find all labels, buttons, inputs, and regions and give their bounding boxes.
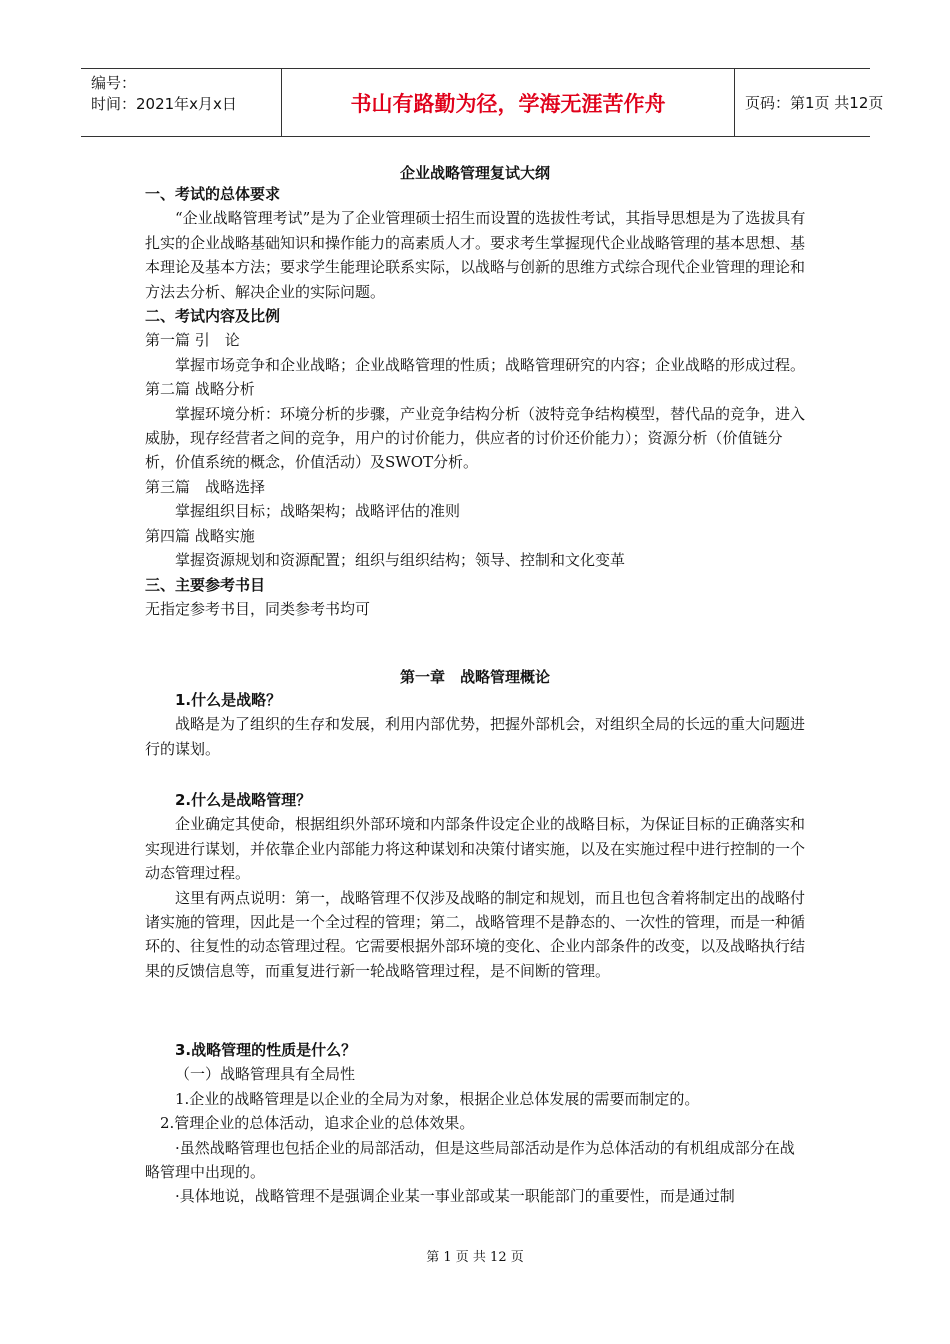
question-3-bullet-2: ·具体地说，战略管理不是强调企业某一事业部或某一职能部门的重要性，而是通过制 [175,1187,735,1206]
time-label: 时间：2021年x月x日 [91,95,237,113]
question-3-subheading: （一）战略管理具有全局性 [175,1065,356,1084]
section-1-paragraph: “企业战略管理考试”是为了企业管理硕士招生而设置的选拔性考试，其指导思想是为了选拔具有扎实的企业战略基础知识和操作能力的高素质人才。要求考生掌握现代企业战略管理的基本思想、基本理论及基本方法；要求学生能理论联系实际，以战略与创新的思维方式综合现代企业管理的理论和方法去分析、解决企业的实际问题。 [145,209,806,301]
chapter-title: 第一章 战略管理概论 [399,668,550,686]
question-3 [145,1038,807,1209]
page-header [81,68,884,137]
part-3-text: 掌握组织目标；战略架构；战略评估的准则 [175,502,461,521]
question-1-heading: 1.什么是战略？ [175,691,282,709]
part-3-title: 第三篇 战略选择 [145,477,266,496]
header-meta [81,69,281,136]
question-2-answer-1: 企业确定其使命，根据组织外部环境和内部条件设定企业的战略目标，为保证目标的正确落实和实现进行谋划，并依靠企业内部能力将这种谋划和决策付诸实施，以及在实施过程中进行控制的一个动态管理过程。 [145,815,806,883]
question-2-answer-2: 这里有两点说明：第一，战略管理不仅涉及战略的制定和规划，而且也包含着将制定出的战略付诸实施的管理，因此是一个全过程的管理；第二，战略管理不是静态的、一次性的管理，而是一种循环的、往复性的动态管理过程。它需要根据外部环境的变化、企业内部条件的改变，以及战略执行结果的反馈信息等，而重复进行新一轮战略管理过程，是不间断的管理。 [145,888,806,980]
section-1 [145,182,807,621]
section-2-heading: 二、考试内容及比例 [145,307,281,326]
question-3-heading: 3.战略管理的性质是什么？ [175,1041,357,1059]
part-2-title: 第二篇 战略分析 [145,380,255,399]
question-1 [145,688,807,761]
question-3-bullet-1: ·虽然战略管理也包括企业的局部活动，但是这些局部活动是作为总体活动的有机组成部分在战略管理中出现的。 [145,1138,795,1182]
part-4-text: 掌握资源规划和资源配置；组织与组织结构；领导、控制和文化变革 [175,551,626,570]
question-3-item-2: 2.管理企业的总体活动，追求企业的总体效果。 [160,1114,475,1133]
header-motto: 书山有路勤为径，学海无涯苦作舟 [281,69,735,136]
page-footer: 第 1 页 共 12 页 [426,1250,524,1265]
part-1-title: 第一篇 引 论 [145,331,240,350]
question-2 [145,788,807,983]
document-title: 企业战略管理复试大纲 [399,164,550,182]
part-4-title: 第四篇 战略实施 [145,526,255,545]
question-2-heading: 2.什么是战略管理？ [175,791,312,809]
header-page-info: 页码：第1页 共12页 [745,94,884,112]
question-3-item-1: 1.企业的战略管理是以企业的全局为对象，根据企业总体发展的需要而制定的。 [175,1089,700,1108]
question-1-answer: 战略是为了组织的生存和发展，利用内部优势，把握外部机会，对组织全局的长远的重大问题进行的谋划。 [145,715,806,758]
number-label: 编号： [91,74,137,92]
section-3-heading: 三、主要参考书目 [145,575,266,594]
section-3-text: 无指定参考书目，同类参考书均可 [145,599,371,618]
part-2-text: 掌握环境分析：环境分析的步骤，产业竞争结构分析（波特竞争结构模型，替代品的竞争，进入威胁，现存经营者之间的竞争，用户的讨价能力，供应者的讨价还价能力）；资源分析（价值链分析，价值系统的概念，价值活动）及SWOT分析。 [145,404,806,472]
part-1-text: 掌握市场竞争和企业战略；企业战略管理的性质；战略管理研究的内容；企业战略的形成过程。 [175,355,806,374]
section-1-heading: 一、考试的总体要求 [145,185,281,203]
